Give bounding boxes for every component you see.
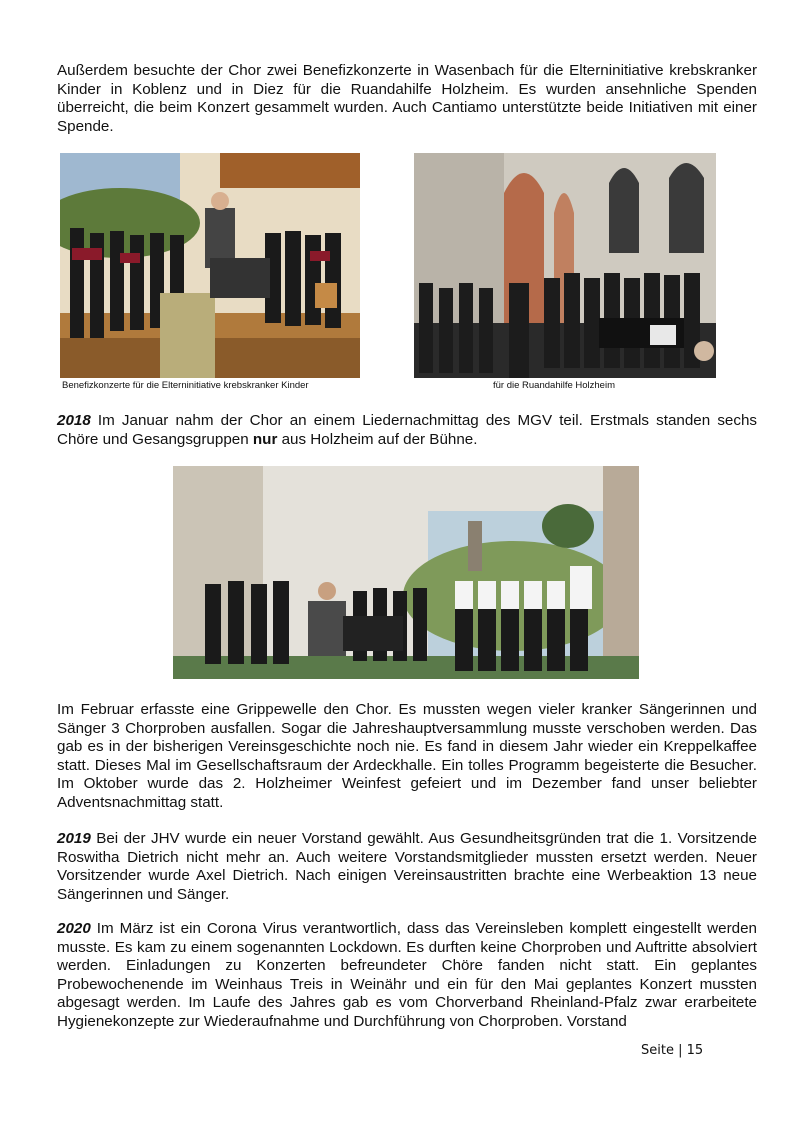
year-2019: 2019 xyxy=(57,830,91,847)
paragraph-2018 xyxy=(57,412,757,449)
photo-liedernachmittag xyxy=(173,466,639,679)
page-number: 15 xyxy=(686,1043,704,1058)
page-separator: | xyxy=(678,1043,683,1058)
year-2018: 2018 xyxy=(57,412,91,429)
paragraph-2020-text: Im März ist ein Corona Virus verantwortlich, dass das Vereinsleben komplett eingestellt werden musste. Es kam zu einem sogenannten Lockdown. Es durften keine Chorproben und Auftritte absolviert werden. Einladungen zu Konzerten befreundeter Chöre fanden nicht statt. Ein geplantes Probewochenende im Weinhaus Treis in Weinähr und ein für den Mai geplantes Konzert mussten abgesagt werden. Im Laufe des Jahres gab es vom Chorverband Rheinland-Pfalz zwar erarbeitete Hygienekonzepte zur Wiederaufnahme und Durchführung von Chorproben. Vorstand xyxy=(57,920,757,1030)
photo-benefit-concert-wasenbach xyxy=(60,153,360,378)
paragraph-2020 xyxy=(57,920,757,1032)
paragraph-benefit-concerts: Außerdem besuchte der Chor zwei Benefizkonzerte in Wasenbach für die Elterninitiative krebskranker Kinder in Koblenz und in Diez für die Ruandahilfe Holzheim. Es wurden ansehnliche Spenden überreicht, die beim Konzert gesammelt wurden. Auch Cantiamo unterstützte beide Initiativen mit einer Spende. xyxy=(57,62,757,135)
year-2020: 2020 xyxy=(57,920,91,937)
caption-right-photo: für die Ruandahilfe Holzheim xyxy=(493,380,615,391)
paragraph-2019-text: Bei der JHV wurde ein neuer Vorstand gewählt. Aus Gesundheitsgründen trat die 1. Vorsitzende Roswitha Dietrich nicht mehr an. Auch weitere Vorstandsmitglieder mussten ersetzt werden. Neuer Vorsitzender wurde Axel Dietrich. Nach einigen Vereinsaustritten brachte eine Werbeaktion 13 neue Sängerinnen und Sänger. xyxy=(57,830,757,903)
paragraph-2018-text-b: aus Holzheim auf der Bühne. xyxy=(277,430,478,448)
paragraph-february-2018: Im Februar erfasste eine Grippewelle den Chor. Es mussten wegen vieler kranker Sängerinnen und Sänger 3 Chorproben ausfallen. Sogar die Jahreshauptversammlung musste verschoben werden. Das gab es in der bisherigen Vereinsgeschichte noch nie. Es fand in diesem Jahr wieder ein Kreppelkaffee statt. Dieses Mal im Gesellschaftsraum der Ardeckhalle. Ein tolles Programm begeisterte die Besucher. Im Oktober wurde das 2. Holzheimer Weinfest gefeiert und im Dezember fand unser beliebter Adventsnachmittag statt. xyxy=(57,701,757,811)
paragraph-2018-text-a: Im Januar nahm der Chor an einem Liedernachmittag des MGV teil. Erstmals standen sechs Chöre und Gesangsgruppen xyxy=(57,412,757,448)
page-footer xyxy=(641,1043,703,1058)
emphasis-nur: nur xyxy=(252,430,278,448)
photo-church-concert-diez xyxy=(414,153,716,378)
caption-left-photo: Benefizkonzerte für die Elterninitiative krebskranker Kinder xyxy=(62,380,309,391)
paragraph-2019 xyxy=(57,830,757,904)
page-label: Seite xyxy=(641,1043,674,1058)
